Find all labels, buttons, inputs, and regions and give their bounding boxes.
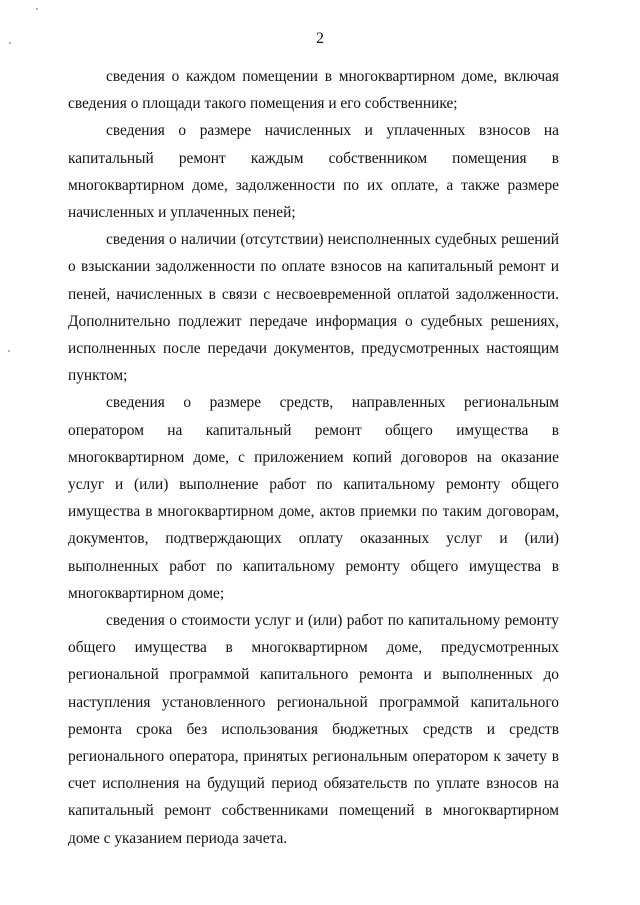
scan-artifact-dot [36, 8, 38, 10]
scan-artifact-dot [8, 350, 10, 352]
paragraph-cost-of-services: сведения о стоимости услуг и (или) работ по капитальному ремонту общего имущества в многоквартирном доме, предусмотренных региональной программой капитального ремонта и выполненных до наступления установленного региональной программой капитального ремонта срока без использования бюджетных средств и средств регионального оператора, принятых региональным оператором к зачету в счет исполнения на будущий период обязательств по уплате взносов на капитальный ремонт собственниками помещений в многоквартирном доме с указанием периода зачета. [68, 612, 559, 847]
document-body [68, 63, 559, 852]
page-number: 2 [316, 30, 324, 47]
paragraph-court-decisions: сведения о наличии (отсутствии) неисполненных судебных решений о взыскании задолженности по оплате взносов на капитальный ремонт и пеней, начисленных в связи с несвоевременной оплатой задолженности. Дополнительно подлежит передаче информация о судебных решениях, исполненных после передачи документов, предусмотренных настоящим пунктом; [68, 231, 559, 385]
paragraph-contributions: сведения о размере начисленных и уплаченных взносов на капитальный ремонт каждым собственником помещения в многоквартирном доме, задолженности по их оплате, а также размере начисленных и уплаченных пеней; [68, 122, 559, 222]
paragraph-funds-directed: сведения о размере средств, направленных региональным оператором на капитальный ремонт общего имущества в многоквартирном доме, с приложением копий договоров на оказание услуг и (или) выполнение работ по капитальному ремонту общего имущества в многоквартирном доме, актов приемки по таким договорам, документов, подтверждающих оплату оказанных услуг и (или) выполненных работ по капитальному ремонту общего имущества в многоквартирном доме; [68, 394, 559, 602]
paragraph-room-info: сведения о каждом помещении в многоквартирном доме, включая сведения о площади такого помещения и его собственнике; [68, 68, 559, 113]
